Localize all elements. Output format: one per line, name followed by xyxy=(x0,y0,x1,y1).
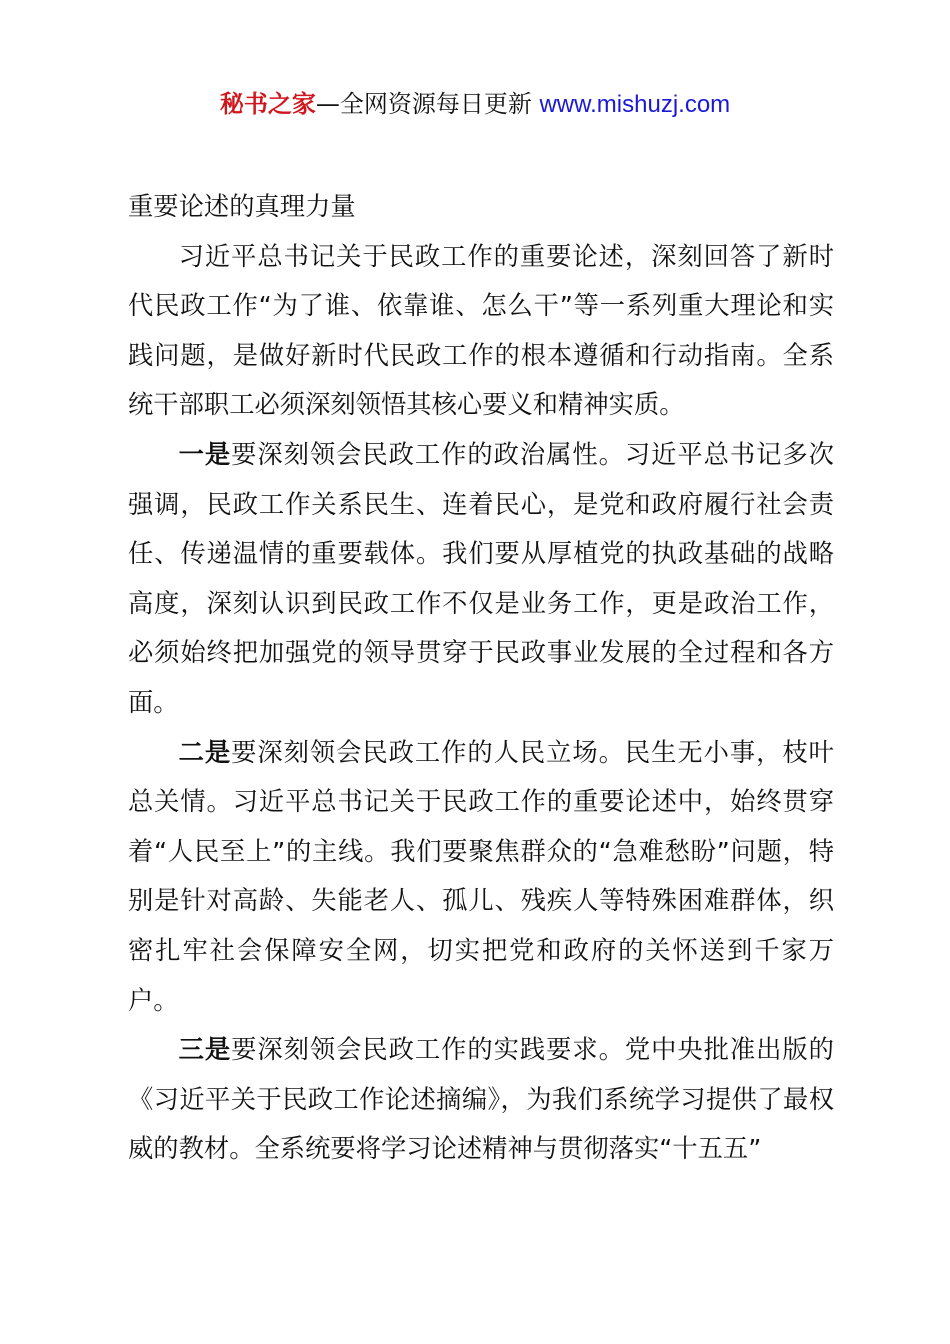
point-1-lead: 一是 xyxy=(178,439,232,469)
paragraph-point-1 xyxy=(128,430,834,728)
paragraph-continuation: 重要论述的真理力量 xyxy=(128,192,356,221)
brand-name: 秘书之家 xyxy=(219,90,316,118)
page-header xyxy=(0,86,950,123)
header-tagline: —全网资源每日更新 xyxy=(315,90,540,118)
point-3-lead: 三是 xyxy=(178,1035,232,1065)
document-body xyxy=(128,182,834,1174)
point-2-lead: 二是 xyxy=(178,737,232,767)
point-3-text: 要深刻领会民政工作的实践要求。党中央批准出版的《习近平关于民政工作论述摘编》，为我们系统学习提供了最权威的教材。全系统要将学习论述精神与贯彻落实“十五五” xyxy=(128,1035,834,1164)
point-2-text: 要深刻领会民政工作的人民立场。民生无小事，枝叶总关情。习近平总书记关于民政工作的重要论述中，始终贯穿着“人民至上”的主线。我们要聚焦群众的“急难愁盼”问题，特别是针对高龄、失能老人、孤儿、残疾人等特殊困难群体，织密扎牢社会保障安全网，切实把党和政府的关怀送到千家万户。 xyxy=(128,737,834,1015)
paragraph-point-2 xyxy=(128,728,834,1026)
paragraph-intro: 习近平总书记关于民政工作的重要论述，深刻回答了新时代民政工作“为了谁、依靠谁、怎么干”等一系列重大理论和实践问题，是做好新时代民政工作的根本遵循和行动指南。全系统干部职工必须深刻领悟其核心要义和精神实质。 xyxy=(128,241,834,420)
site-url[interactable]: www.mishuzj.com xyxy=(539,91,731,118)
point-1-text: 要深刻领会民政工作的政治属性。习近平总书记多次强调，民政工作关系民生、连着民心，是党和政府履行社会责任、传递温情的重要载体。我们要从厚植党的执政基础的战略高度，深刻认识到民政工作不仅是业务工作，更是政治工作，必须始终把加强党的领导贯穿于民政事业发展的全过程和各方面。 xyxy=(128,439,834,717)
paragraph-point-3 xyxy=(128,1025,834,1174)
